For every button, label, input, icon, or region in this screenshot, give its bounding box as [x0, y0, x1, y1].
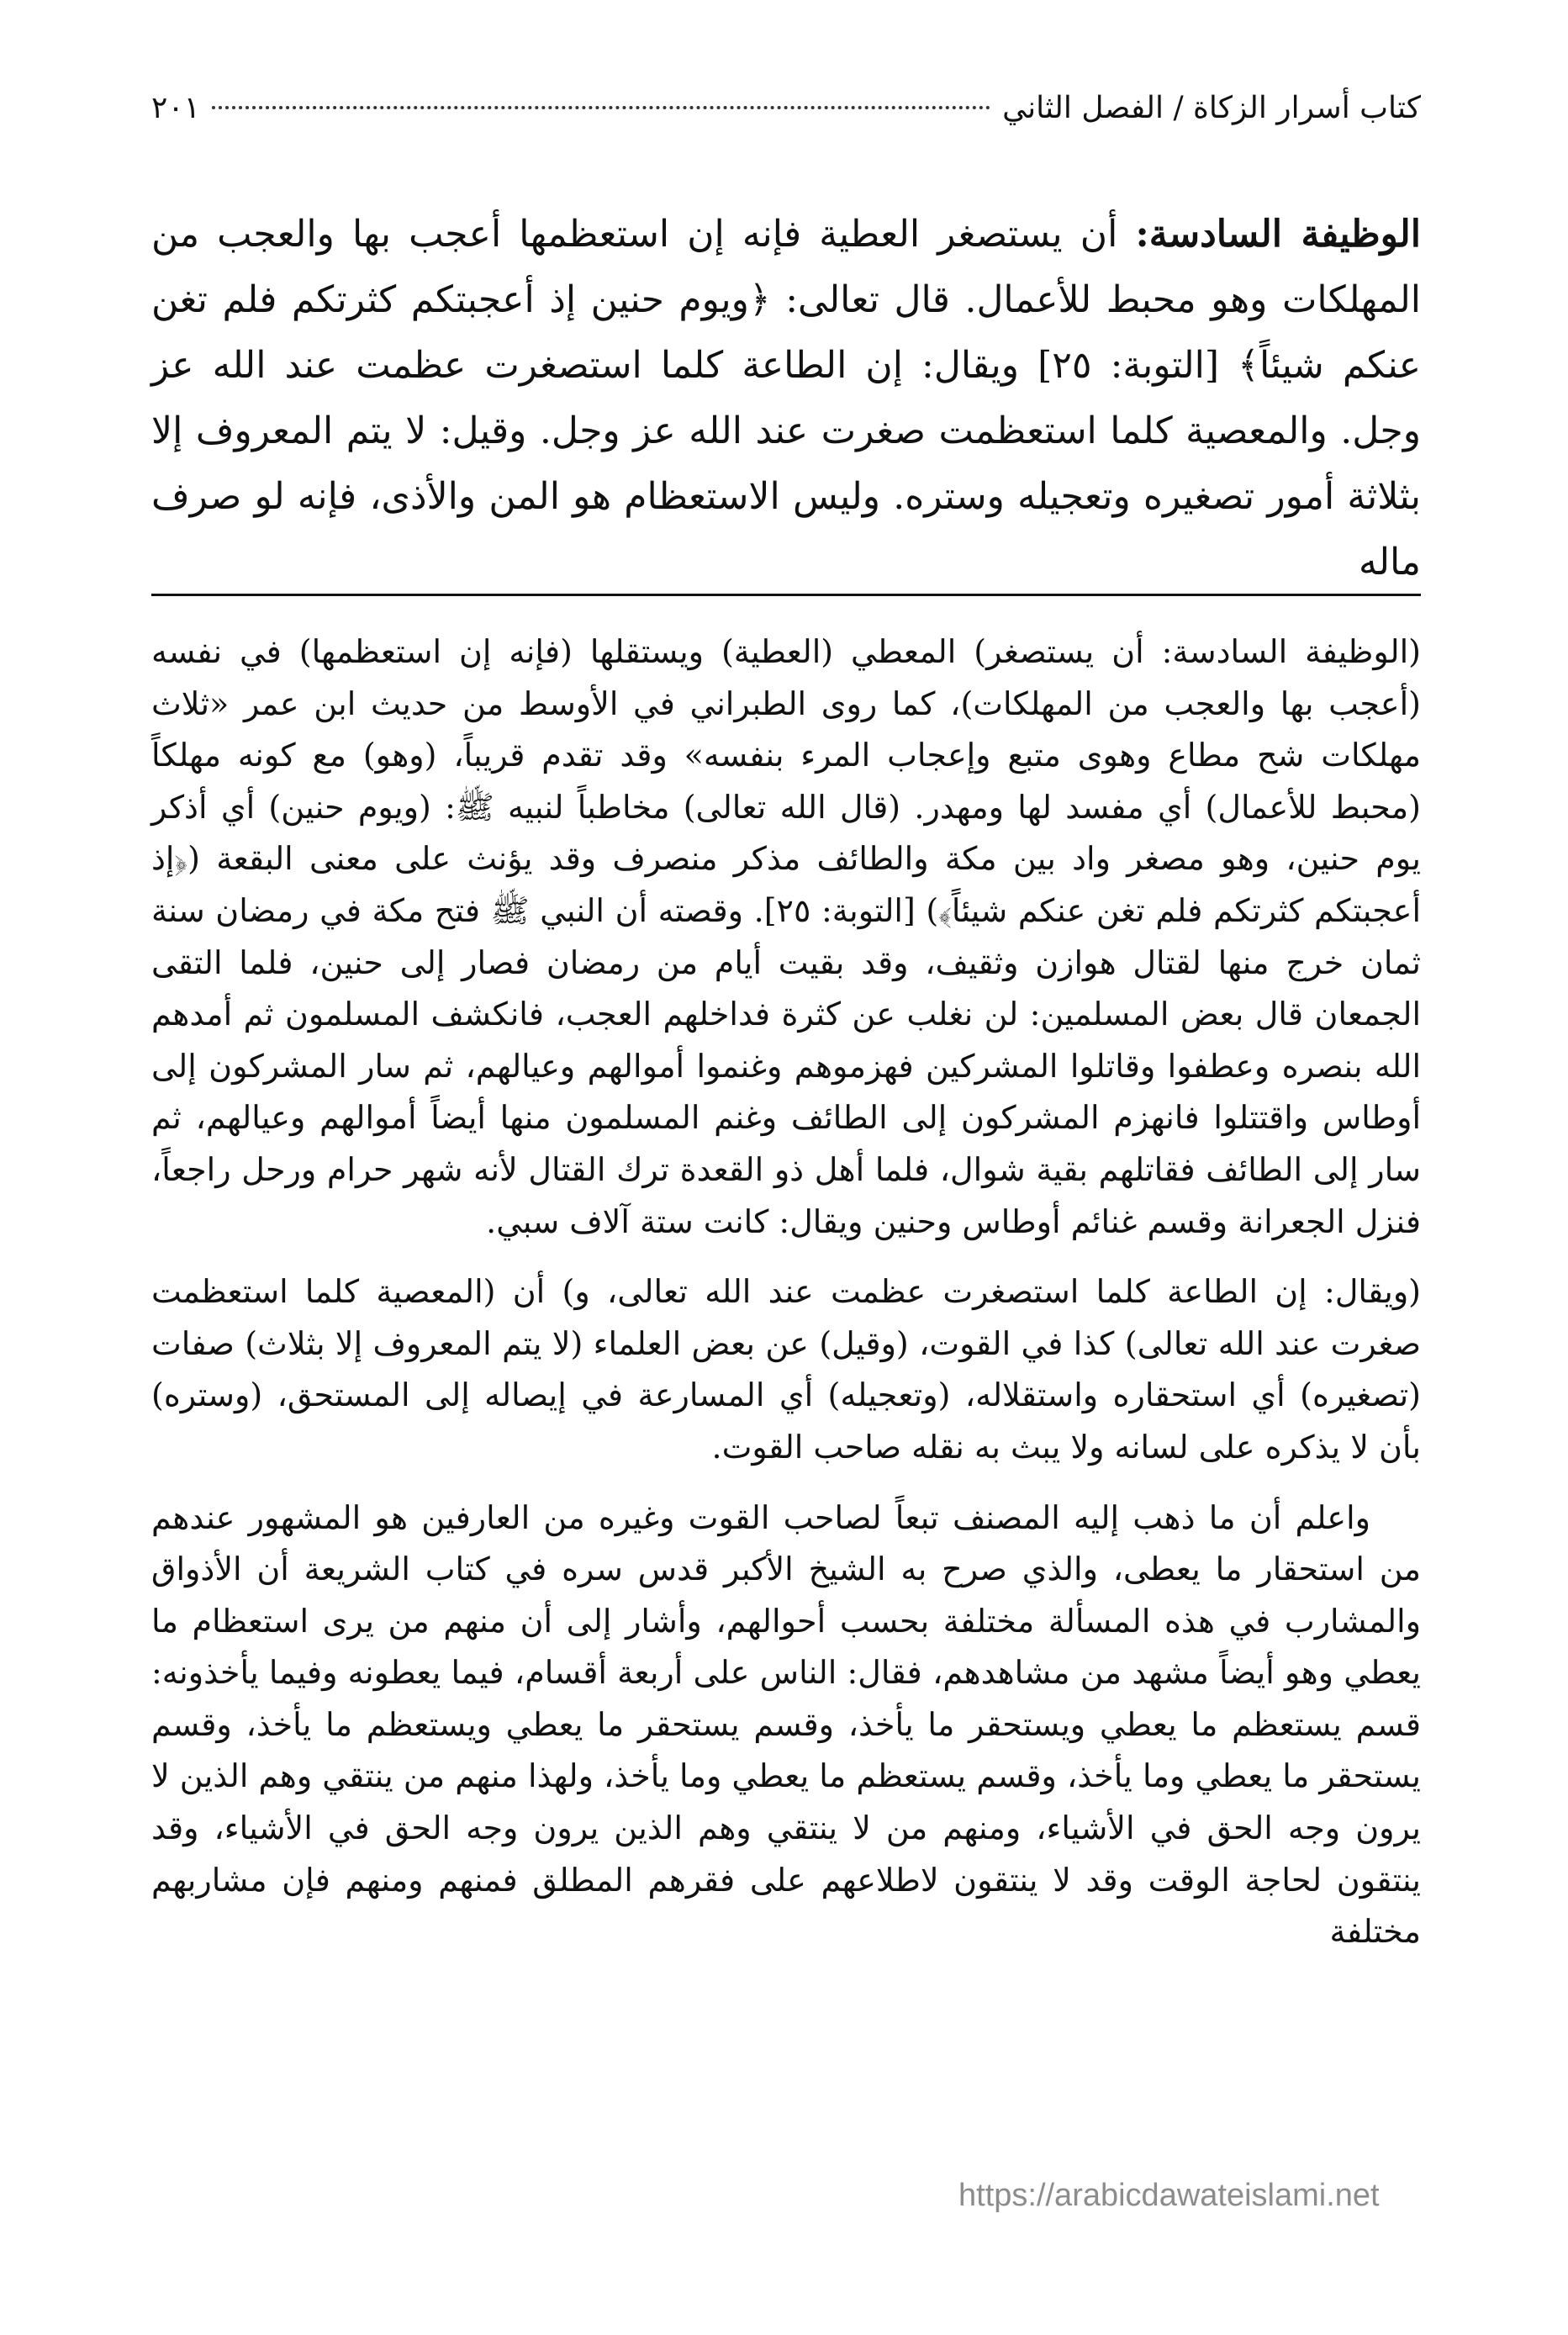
- running-title: كتاب أسرار الزكاة / الفصل الثاني: [1002, 91, 1421, 125]
- commentary-paragraph-1: (الوظيفة السادسة: أن يستصغر) المعطي (العطية) ويستقلها (فإنه إن استعظمها) في نفسه (أعجب بها والعجب من المهلكات)، كما روى الطبراني في الأوسط من حديث ابن عمر «ثلاث مهلكات شح مطاع وهوى متبع وإعجاب المرء بنفسه» وقد تقدم قريباً، (وهو) مع كونه مهلكاً (محبط للأعمال) أي مفسد لها ومهدر. (قال الله تعالى) مخاطباً لنبيه ﷺ: (ويوم حنين) أي أذكر يوم حنين، وهو مصغر واد بين مكة والطائف مذكر منصرف وقد يؤنث على معنى البقعة (﴿إذ أعجبتكم كثرتكم فلم تغن عنكم شيئاً﴾) [التوبة: ٢٥]. وقصته أن النبي ﷺ فتح مكة في رمضان سنة ثمان خرج منها لقتال هوازن وثقيف، وقد بقيت أيام من رمضان فصار إلى حنين، فلما التقى الجمعان قال بعض المسلمين: لن نغلب عن كثرة فداخلهم العجب، فانكشف المسلمون ثم أمدهم الله بنصره وعطفوا وقاتلوا المشركين فهزموهم وغنموا أموالهم وعيالهم، ثم سار المشركون إلى أوطاس واقتتلوا فانهزم المشركون إلى الطائف وغنم المسلمون منها أيضاً أموالهم وعيالهم، ثم سار إلى الطائف فقاتلهم بقية شوال، فلما أهل ذو القعدة ترك القتال لأنه شهر حرام ورحل راجعاً، فنزل الجعرانة وقسم غنائم أوطاس وحنين ويقال: كانت ستة آلاف سبي.: [151, 633, 1422, 1240]
- main-text: [151, 202, 1421, 595]
- page-number: ٢٠١: [151, 91, 201, 125]
- main-paragraph: أن يستصغر العطية فإنه إن استعظمها أعجب بها والعجب من المهلكات وهو محبط للأعمال. قال تعالى: ﴿ويوم حنين إذ أعجبتكم كثرتكم فلم تغن عنكم شيئاً﴾ [التوبة: ٢٥] ويقال: إن الطاعة كلما استصغرت عظمت عند الله عز وجل. والمعصية كلما استعظمت صغرت عند الله عز وجل. وقيل: لا يتم المعروف إلا بثلاثة أمور تصغيره وتعجيله وستره. وليس الاستعظام هو المن والأذى، فإنه لو صرف ماله: [151, 213, 1421, 584]
- watermark-url: https://arabicdawateislami.net: [958, 2178, 1380, 2213]
- commentary-paragraph-3: واعلم أن ما ذهب إليه المصنف تبعاً لصاحب القوت وغيره من العارفين هو المشهور عندهم من استحقار ما يعطى، والذي صرح به الشيخ الأكبر قدس سره في كتاب الشريعة أن الأذواق والمشارب في هذه المسألة مختلفة بحسب أحوالهم، وأشار إلى أن منهم من يرى استعظام ما يعطي وهو أيضاً مشهد من مشاهدهم، فقال: الناس على أربعة أقسام، فيما يعطونه وفيما يأخذونه: قسم يستعظم ما يعطي ويستحقر ما يأخذ، وقسم يستحقر ما يعطي ويستعظم ما يأخذ، وقسم يستحقر ما يعطي وما يأخذ، وقسم يستعظم ما يعطي وما يأخذ، ولهذا منهم من ينتقي وهم الذين لا يرون وجه الحق في الأشياء، ومنهم من لا ينتقي وهم الذين يرون وجه الحق في الأشياء، وقد ينتقون لحاجة الوقت وقد لا ينتقون لاطلاعهم على فقرهم المطلق فمنهم ومنهم فإن مشاربهم مختلفة: [151, 1498, 1421, 1951]
- page-header: [151, 91, 1421, 141]
- commentary: [151, 626, 1421, 1958]
- section-lead: الوظيفة السادسة:: [1135, 213, 1421, 256]
- separator-rule: [151, 594, 1421, 596]
- dotted-leader: [212, 106, 990, 109]
- commentary-paragraph-2: (ويقال: إن الطاعة كلما استصغرت عظمت عند الله تعالى، و) أن (المعصية كلما استعظمت صغرت عند الله تعالى) كذا في القوت، (وقيل) عن بعض العلماء (لا يتم المعروف إلا بثلاث) صفات (تصغيره) أي استحقاره واستقلاله، (وتعجيله) أي المسارعة في إيصاله إلى المستحق، (وستره) بأن لا يذكره على لسانه ولا يبث به نقله صاحب القوت.: [151, 1273, 1421, 1466]
